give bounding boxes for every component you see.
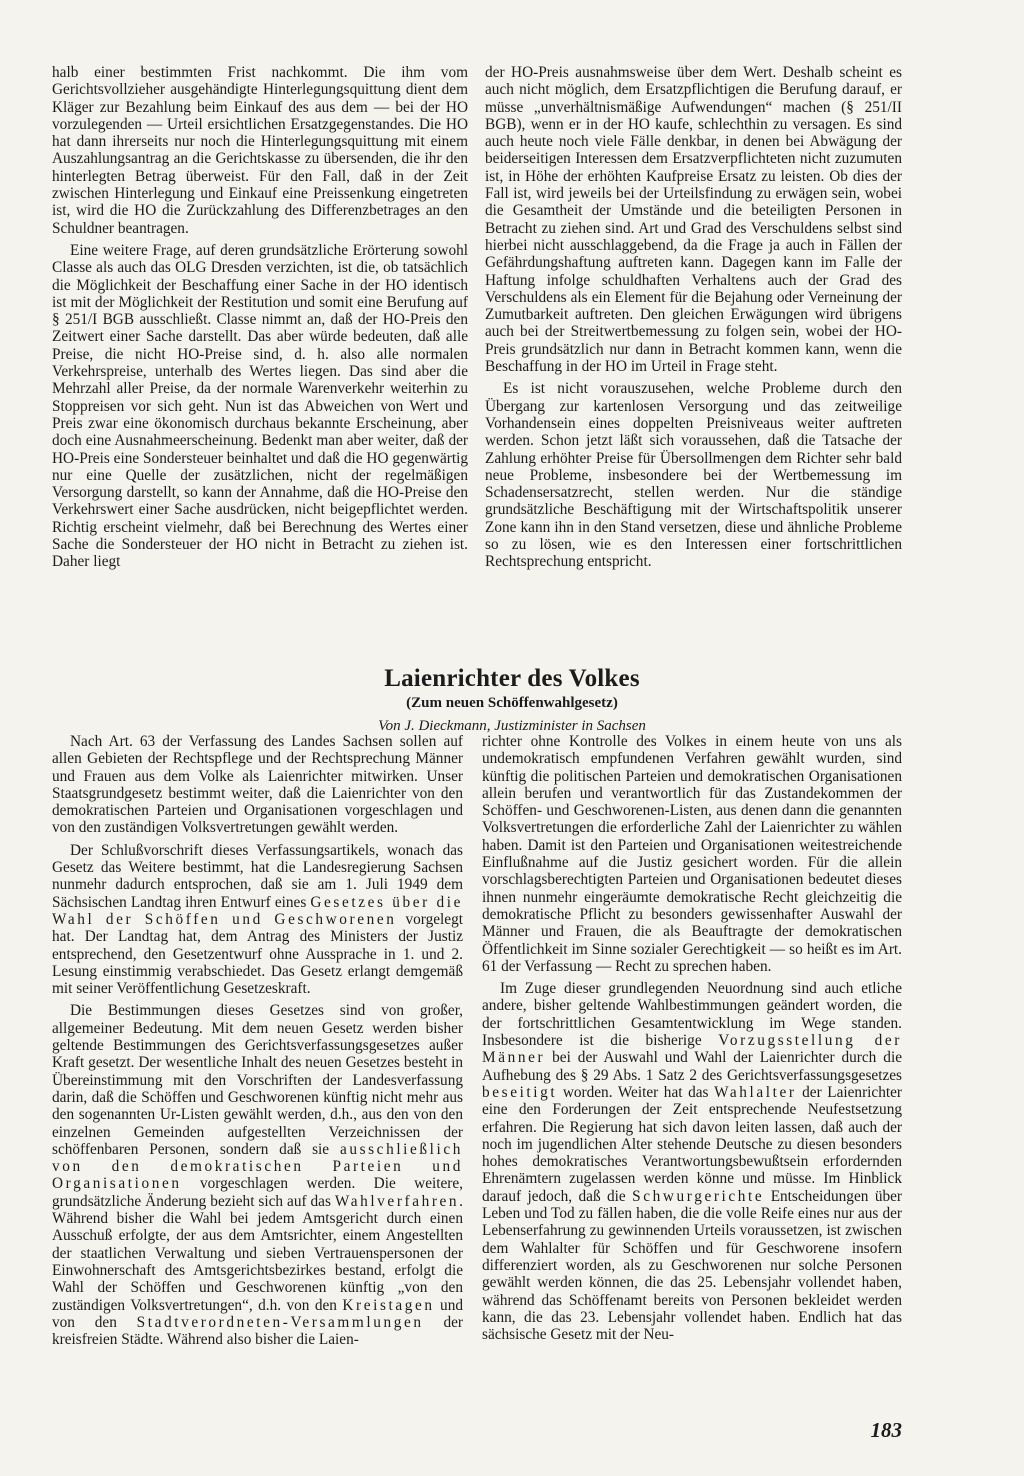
spaced-emphasis: Kreistagen xyxy=(342,1296,435,1314)
paragraph: Im Zuge dieser grundlegenden Neuordnung sind auch etliche andere, bisher geltende Wahlbestimmungen geändert worden, die der fortschrittlichen Gesamtentwicklung im Wege standen. Insbesondere ist die bisherige Vorzugsstellung der Männer bei der Auswahl und Wahl der Laienrichter durch die Aufhebung des § 29 Abs. 1 Satz 2 des Gerichtsverfassungsgesetzes beseitigt worden. Weiter hat das Wahlalter der Laienrichter eine den Forderungen der Zeit entsprechende Neufestsetzung erfahren. Die Regierung hat sich davon leiten lassen, daß auch der noch im jugendlichen Alter stehende Deutsche zu diesen besonders hohes demokratisches Verantwortungsbewußtsein erfordernden Ehrenämtern zugelassen werden könne und müsse. Im Hinblick darauf jedoch, daß die Schwurgerichte Entscheidungen über Leben und Tod zu fällen haben, die die volle Reife eines nur aus der Lebenserfahrung zu gewinnenden Urteils voraussetzen, ist zwischen dem Wahlalter für Schöffen und für Geschworene insofern differenziert worden, als zu Geschworenen nur solche Personen gewählt werden können, die das 25. Lebensjahr vollendet haben, während das Schöffenamt bereits von Personen bekleidet werden kann, die das 23. Lebensjahr vollendet haben. Endlich hat das sächsische Gesetz mit der Neu- xyxy=(482,980,902,1344)
article-right-column xyxy=(482,733,902,1343)
page-number: 183 xyxy=(870,1418,902,1442)
spaced-emphasis: beseitigt xyxy=(482,1083,558,1101)
paragraph: halb einer bestimmten Frist nachkommt. Die ihm vom Gerichtsvollzieher ausgehändigte Hinterlegungsquittung dient dem Kläger zur Bezahlung beim Einkauf des aus dem — bei der HO vorzulegenden — Urteil ersichtlichen Ersatzgegenstandes. Die HO hat dann ihrerseits nur noch die Hinterlegungsquittung mit einem Auszahlungsantrag an die Gerichtskasse zu übersenden, die ihr den hinterlegten Betrag überweist. Für den Fall, daß in der Zeit zwischen Hinterlegung und Einkauf eine Preissenkung eingetreten ist, wird die HO die Zurückzahlung des Differenzbetrages an den Schuldner beantragen. xyxy=(52,64,468,237)
article-title: Laienrichter des Volkes xyxy=(384,665,640,692)
article-byline: Von J. Dieckmann, Justizminister in Sachsen xyxy=(378,718,646,734)
upper-right-column xyxy=(485,64,902,571)
spaced-emphasis: Stadtverordneten-Versammlungen xyxy=(136,1313,424,1331)
paragraph: der HO-Preis ausnahmsweise über dem Wert. Deshalb scheint es auch nicht möglich, dem Ersatzpflichtigen die Berufung darauf, er müsse „unverhältnismäßige Aufwendungen“ machen (§ 251/II BGB), wenn er in der HO kaufe, schlechthin zu versagen. Es sind auch heute noch viele Fälle denkbar, in denen bei Abwägung der beiderseitigen Interessen dem Ersatzverpflichteten nicht zuzumuten ist, in Höhe der erhöhten Kaufpreise Ersatz zu leisten. Ob dies der Fall ist, wird jeweils bei der Urteilsfindung zu erwägen sein, wobei die Gesamtheit der Umstände und die beteiligten Personen in Betracht zu ziehen sind. Art und Grad des Verschuldens selbst sind hierbei nicht ausschlaggebend, da die Frage ja auch in Fällen der Gefährdungshaftung auftreten kann. Dagegen kann im Falle der Haftung infolge schuldhaften Verhaltens auch der Grad des Verschuldens als ein Element für die Bejahung oder Verneinung der Zumutbarkeit auftreten. Den gleichen Erwägungen wird übrigens auch bei der Streitwertbemessung zu folgen sein, wobei der HO-Preis grundsätzlich nur dann in Betracht kommen kann, wenn die Beschaffung in der HO im Urteil in Frage steht. xyxy=(485,64,902,376)
paragraph: Eine weitere Frage, auf deren grundsätzliche Erörterung sowohl Classe als auch das OLG Dresden verzichten, ist die, ob tatsächlich die Möglichkeit der Beschaffung einer Sache in der HO identisch ist mit der Möglichkeit der Restitution und somit eine Berufung auf § 251/I BGB ausschließt. Classe nimmt an, daß der HO-Preis den Zeitwert einer Sache darstellt. Das aber würde bedeuten, daß alle Preise, die nicht HO-Preise sind, d. h. also alle normalen Verkehrspreise, unterhalb des Wertes liegen. Das sind aber die Mehrzahl aller Preise, da der normale Warenverkehr weiterhin zu Stoppreisen vor sich geht. Nun ist das Abweichen von Wert und Preis zwar eine ökonomisch durchaus bekannte Erscheinung, aber doch eine Ausnahmeerscheinung. Bedenkt man aber weiter, daß der HO-Preis eine Sondersteuer beinhaltet und daß die HO gegenwärtig nur eine Quelle der zusätzlichen, nicht der regelmäßigen Versorgung darstellt, so kann der Annahme, daß die HO-Preise den Verkehrswert einer Sache ausdrücken, nicht beigepflichtet werden. Richtig erscheint vielmehr, daß bei Berechnung des Wertes einer Sache die Sondersteuer der HO nicht in Betracht zu ziehen ist. Daher liegt xyxy=(52,241,468,571)
article-subtitle: (Zum neuen Schöffenwahlgesetz) xyxy=(406,695,618,711)
spaced-emphasis: Wahlverfahren xyxy=(334,1192,460,1210)
paragraph: Die Bestimmungen dieses Gesetzes sind von großer, allgemeiner Bedeutung. Mit dem neuen Gesetz werden bisher geltende Bestimmungen des Gerichtsverfassungsgesetzes außer Kraft gesetzt. Der wesentliche Inhalt des neuen Gesetzes besteht in Übereinstimmung mit den Vorschriften der Landesverfassung darin, daß die Schöffen und Geschworenen künftig nicht mehr aus den sogenannten Ur-Listen gewählt werden, d.h., aus den von den einzelnen Gemeinden aufgestellten Verzeichnissen der schöffenbaren Personen, sondern daß sie ausschließlich von den demokratischen Parteien und Organisationen vorgeschlagen werden. Die weitere, grundsätzliche Änderung bezieht sich auf das Wahlverfahren. Während bisher die Wahl bei jedem Amtsgericht durch einen Ausschuß erfolgte, der aus dem Amtsrichter, einem Angestellten der staatlichen Verwaltung und sieben Vertrauenspersonen der Einwohnerschaft des Amtsgerichtsbezirkes bestand, erfolgt die Wahl der Schöffen und Geschworenen künftig „von den zuständigen Volksvertretungen“, d.h. von den Kreistagen und von den Stadtverordneten-Versammlungen der kreisfreien Städte. Während also bisher die Laien- xyxy=(52,1002,463,1349)
spaced-emphasis: Vorzugsstellung der Männer xyxy=(482,1032,902,1067)
paragraph: Nach Art. 63 der Verfassung des Landes Sachsen sollen auf allen Gebieten der Rechtspflege und der Rechtsprechung Männer und Frauen aus dem Volke als Laienrichter mitwirken. Unser Staatsgrundgesetz bestimmt weiter, daß die Laienrichter von den demokratischen Parteien und Organisationen vorgeschlagen und von den zuständigen Volksvertretungen gewählt werden. xyxy=(52,733,463,837)
paragraph: richter ohne Kontrolle des Volkes in einem heute von uns als undemokratisch empfundenen Verfahren gewählt wurden, sind künftig die politischen Parteien und demokratischen Organisationen allein berufen und verantwortlich für das Zustandekommen der Schöffen- und Geschworenen-Listen, aus denen dann die genannten Volksvertretungen die erforderliche Zahl der Laienrichter zu wählen haben. Damit ist den Parteien und Organisationen weitestreichende Einflußnahme auf die Justiz gesichert worden. Für die allein vorschlagsberechtigten Parteien und Organisationen bedeutet dieses ihnen nunmehr eingeräumte demokratische Recht gleichzeitig die demokratische Pflicht zu besonders gewissenhafter Auswahl der Männer und Frauen, die als Beauftragte der demokratischen Öffentlichkeit im Sinne sozialer Gerechtigkeit — so heißt es im Art. 61 der Verfassung — Recht zu sprechen haben. xyxy=(482,733,902,975)
spaced-emphasis: Gesetzes über die Wahl der Schöffen und Geschworenen xyxy=(52,893,464,928)
spaced-emphasis: Schwurgerichte xyxy=(632,1187,765,1205)
upper-left-column xyxy=(52,64,468,571)
paragraph: Der Schlußvorschrift dieses Verfassungsartikels, wonach das Gesetz das Weitere bestimmt, hat die Landesregierung Sachsen nunmehr dadurch entsprochen, daß sie am 1. Juli 1949 dem Sächsischen Landtag ihren Entwurf eines Gesetzes über die Wahl der Schöffen und Geschworenen vorgelegt hat. Der Landtag hat, dem Antrag des Ministers der Justiz entsprechend, den Gesetzentwurf ohne Aussprache in 1. und 2. Lesung einstimmig verabschiedet. Das Gesetz erlangt demgemäß mit seiner Veröffentlichung Gesetzeskraft. xyxy=(52,841,464,998)
spaced-emphasis: Wahlalter xyxy=(714,1083,797,1101)
article-left-column xyxy=(52,733,463,1348)
paragraph: Es ist nicht vorauszusehen, welche Probleme durch den Übergang zur kartenlosen Versorgung und das zeitweilige Vorhandensein eines doppelten Preisniveaus weiter auftreten werden. Schon jetzt läßt sich voraussehen, daß die Tatsache der Zahlung erhöhter Preise für Übersollmengen dem Richter sehr bald neue Probleme, insbesondere bei der Wertbemessung im Schadensersatzrecht, stellen werden. Nur die ständige grundsätzliche Beschäftigung mit der Wirtschaftspolitik unserer Zone kann ihn in den Stand versetzen, diese und ähnliche Probleme so zu lösen, wie es den Interessen einer fortschrittlichen Rechtsprechung entspricht. xyxy=(485,380,902,571)
article-heading xyxy=(0,664,1024,735)
spaced-emphasis: ausschließlich von den demokratischen Parteien und Organisationen xyxy=(52,1140,463,1193)
